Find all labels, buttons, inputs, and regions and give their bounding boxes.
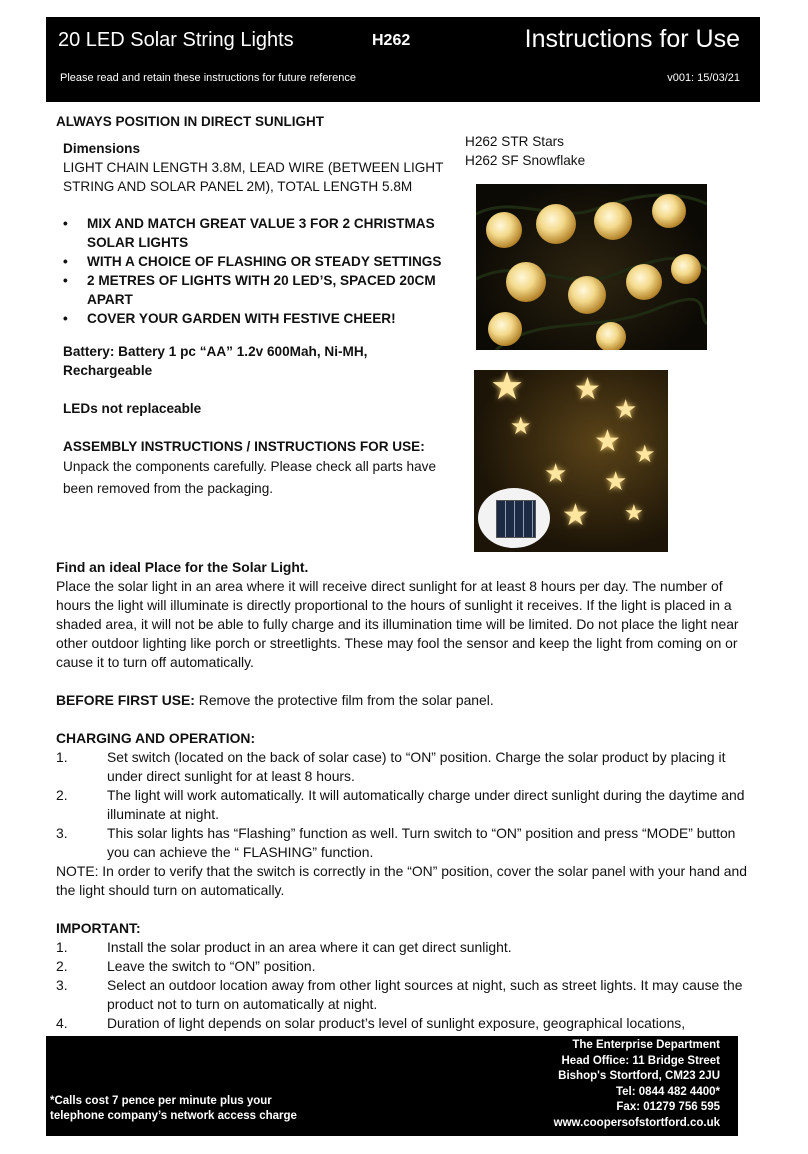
star-icon: ★ (594, 425, 621, 458)
step-text: This solar lights has “Flashing” function as well. Turn switch to “ON” position and press “MODE” button you can achieve the “ FLASHING” function. (107, 825, 736, 860)
assembly-heading: ASSEMBLY INSTRUCTIONS / INSTRUCTIONS FOR USE: (63, 439, 425, 454)
solar-panel-image (478, 488, 550, 548)
charge-line: telephone company’s network access charge (50, 1110, 297, 1122)
bulb (652, 194, 686, 228)
retain-note: Please read and retain these instructions for future reference (60, 72, 356, 84)
feature-item: • COVER YOUR GARDEN WITH FESTIVE CHEER! (63, 309, 452, 328)
charging-step (56, 786, 756, 824)
star-icon: ★ (604, 466, 628, 496)
star-icon: ★ (614, 394, 638, 424)
star-icon: ★ (510, 413, 532, 440)
company-contact (554, 1038, 720, 1131)
important-steps (56, 938, 756, 1033)
step-number: 1. (56, 749, 68, 765)
dimensions-text: LIGHT CHAIN LENGTH 3.8M, LEAD WIRE (BETWEEN LIGHT STRING AND SOLAR PANEL 2M), TOTAL LENGTH 5.8M (63, 160, 444, 194)
instructions-body (56, 558, 756, 1033)
step-text: Duration of light depends on solar product’s level of sunlight exposure, geographical locations, (107, 1015, 686, 1031)
important-step (56, 1014, 756, 1033)
variant-snowflake: H262 SF Snowflake (465, 153, 586, 168)
bulb (626, 264, 662, 300)
charge-line: *Calls cost 7 pence per minute plus your (50, 1095, 272, 1107)
intro-section (56, 112, 452, 500)
product-code: H262 (372, 32, 411, 49)
step-text: The light will work automatically. It will automatically charge under direct sunlight during the daytime and illuminate at night. (107, 787, 745, 822)
battery-info: Battery: Battery 1 pc “AA” 1.2v 600Mah, Ni-MH, Rechargeable (63, 344, 368, 378)
bulb (596, 322, 626, 350)
star-icon: ★ (574, 373, 601, 406)
before-text: Remove the protective film from the solar panel. (194, 692, 494, 708)
solar-panel-icon (496, 500, 536, 538)
important-step (56, 957, 756, 976)
bulb (594, 202, 632, 240)
bulb (568, 276, 606, 314)
feature-item: • MIX AND MATCH GREAT VALUE 3 FOR 2 CHRISTMAS SOLAR LIGHTS (63, 214, 452, 252)
feature-item: • 2 METRES OF LIGHTS WITH 20 LED’S, SPACED 20CM APART (63, 271, 452, 309)
star-icon: ★ (624, 500, 644, 525)
bubble-lights-photo (476, 184, 707, 350)
important-step (56, 976, 756, 1014)
place-text: Place the solar light in an area where it will receive direct sunlight for at least 8 hours per day. The number of hours the light will illuminate is directly proportional to the hours of sunlight it receives. If the light is placed in a shaded area, it will not be able to fully charge and its illumination time will be limited. Do not place the light near other outdoor lighting like porch or streetlights. These may fool the sensor and keep the light from coming on or cause it to turn off automatically. (56, 578, 739, 670)
feature-list (56, 214, 452, 328)
step-number: 2. (56, 958, 68, 974)
star-icon: ★ (634, 441, 656, 468)
charging-step (56, 748, 756, 786)
step-number: 2. (56, 787, 68, 803)
step-text: Install the solar product in an area where it can get direct sunlight. (107, 939, 512, 955)
bulb (486, 212, 522, 248)
charging-steps (56, 748, 756, 862)
important-step (56, 938, 756, 957)
sunlight-warning: ALWAYS POSITION IN DIRECT SUNLIGHT (56, 114, 325, 129)
assembly-text: Unpack the components carefully. Please check all parts have been removed from the packaging. (63, 459, 437, 496)
step-number: 4. (56, 1015, 68, 1031)
website-link[interactable]: www.coopersofstortford.co.uk (553, 1116, 720, 1129)
town-postcode: Bishop's Stortford, CM23 2JU (558, 1070, 720, 1082)
variant-stars: H262 STR Stars (465, 134, 564, 149)
step-text: Leave the switch to “ON” position. (107, 958, 316, 974)
bulb (536, 204, 576, 244)
star-icon: ★ (490, 370, 525, 408)
before-first-use (56, 691, 756, 710)
dimensions-heading: Dimensions (63, 141, 141, 156)
place-heading: Find an ideal Place for the Solar Light. (56, 559, 309, 575)
charging-heading: CHARGING AND OPERATION: (56, 730, 256, 746)
charging-note: NOTE: In order to verify that the switch is correctly in the “ON” position, cover the solar panel with your hand and the light should turn on automatically. (56, 863, 747, 898)
footer-banner (46, 1036, 738, 1136)
telephone-number: Tel: 0844 482 4400* (615, 1085, 720, 1098)
step-text: Set switch (located on the back of solar case) to “ON” position. Charge the solar product by placing it under direct sunlight for at least 8 hours. (107, 749, 726, 784)
step-text: Select an outdoor location away from other light sources at night, such as street lights. It may cause the product not to turn on automatically at night. (107, 977, 743, 1012)
star-lights-photo (474, 370, 668, 552)
company-name: The Enterprise Department (572, 1039, 720, 1051)
star-icon: ★ (562, 499, 589, 532)
header-banner (46, 17, 760, 102)
fax-number: Fax: 01279 756 595 (616, 1101, 720, 1113)
variant-list (465, 132, 585, 170)
bulb (488, 312, 522, 346)
feature-item: • WITH A CHOICE OF FLASHING OR STEADY SETTINGS (63, 252, 452, 271)
leds-info: LEDs not replaceable (63, 401, 202, 416)
version-label: v001: 15/03/21 (667, 72, 740, 84)
important-heading: IMPORTANT: (56, 920, 141, 936)
call-charge-note (50, 1094, 297, 1124)
document-title: Instructions for Use (524, 25, 740, 53)
bulb (671, 254, 701, 284)
product-name: 20 LED Solar String Lights (58, 29, 294, 51)
head-office-address: Head Office: 11 Bridge Street (561, 1054, 720, 1067)
step-number: 3. (56, 825, 68, 841)
bulb (506, 262, 546, 302)
charging-step (56, 824, 756, 862)
star-icon: ★ (544, 458, 568, 488)
step-number: 3. (56, 977, 68, 993)
before-label: BEFORE FIRST USE: (56, 692, 195, 708)
step-number: 1. (56, 939, 68, 955)
